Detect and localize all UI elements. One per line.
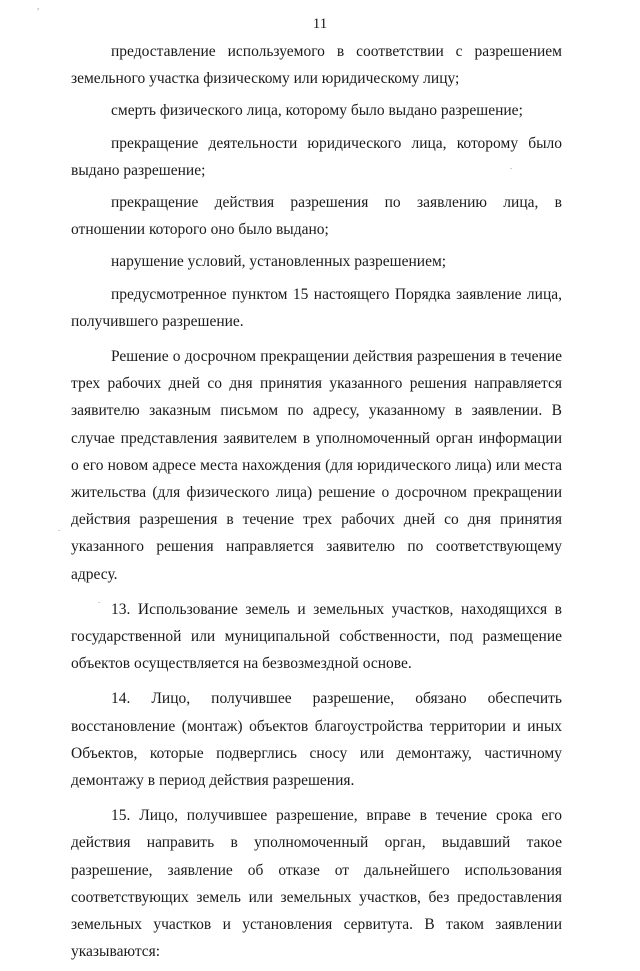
list-item: предоставление используемого в соответствии с разрешением земельного участка физическому или юридическому лицу; (71, 43, 562, 88)
document-body (71, 38, 562, 971)
clause-14: 14. Лицо, получившее разрешение, обязано обеспечить восстановление (монтаж) объектов благоустройства территории и иных Объектов, которые подверглись сносу или демонтажу, частичному демонтажу в период действия разрешения. (71, 690, 562, 790)
page-number: 11 (312, 16, 328, 32)
list-item: прекращение действия разрешения по заявлению лица, в отношении которого оно было выдано; (71, 194, 562, 239)
list-item: смерть физического лица, которому было выдано разрешение; (111, 102, 523, 120)
clause-13: 13. Использование земель и земельных участков, находящихся в государственной или муниципальной собственности, под размещение объектов осуществляется на безвозмездной основе. (71, 600, 562, 673)
scan-speck: . (58, 523, 61, 533)
list-item: предусмотренное пунктом 15 настоящего Порядка заявление лица, получившего разрешение. (71, 285, 562, 330)
scan-speck: , (37, 1, 40, 11)
paragraph-decision: Решение о досрочном прекращении действия разрешения в течение трех рабочих дней со дня принятия указанного решения направляется заявителю заказным письмом по адресу, указанному в заявлении. В случае представления заявителем в уполномоченный орган информации о его новом адресе места нахождения (для юридического лица) или места жительства (для физического лица) решение о досрочном прекращении действия разрешения в течение трех рабочих дней со дня принятия указанного решения направляется заявителю по соответствующему адресу. (71, 348, 562, 583)
list-item: прекращение деятельности юридического лица, которому было выдано разрешение; (71, 134, 562, 179)
scan-speck: . (510, 161, 513, 171)
list-item: нарушение условий, установленных разрешением; (111, 253, 447, 271)
scan-speck: . (98, 595, 101, 605)
clause-15: 15. Лицо, получившее разрешение, вправе в течение срока его действия направить в уполномоченный орган, выдавший такое разрешение, заявление об отказе от дальнейшего использования соответствующих земель или земельных участков, без предоставления земельных участков и установления сервитута. В таком заявлении указываются: (71, 807, 562, 961)
